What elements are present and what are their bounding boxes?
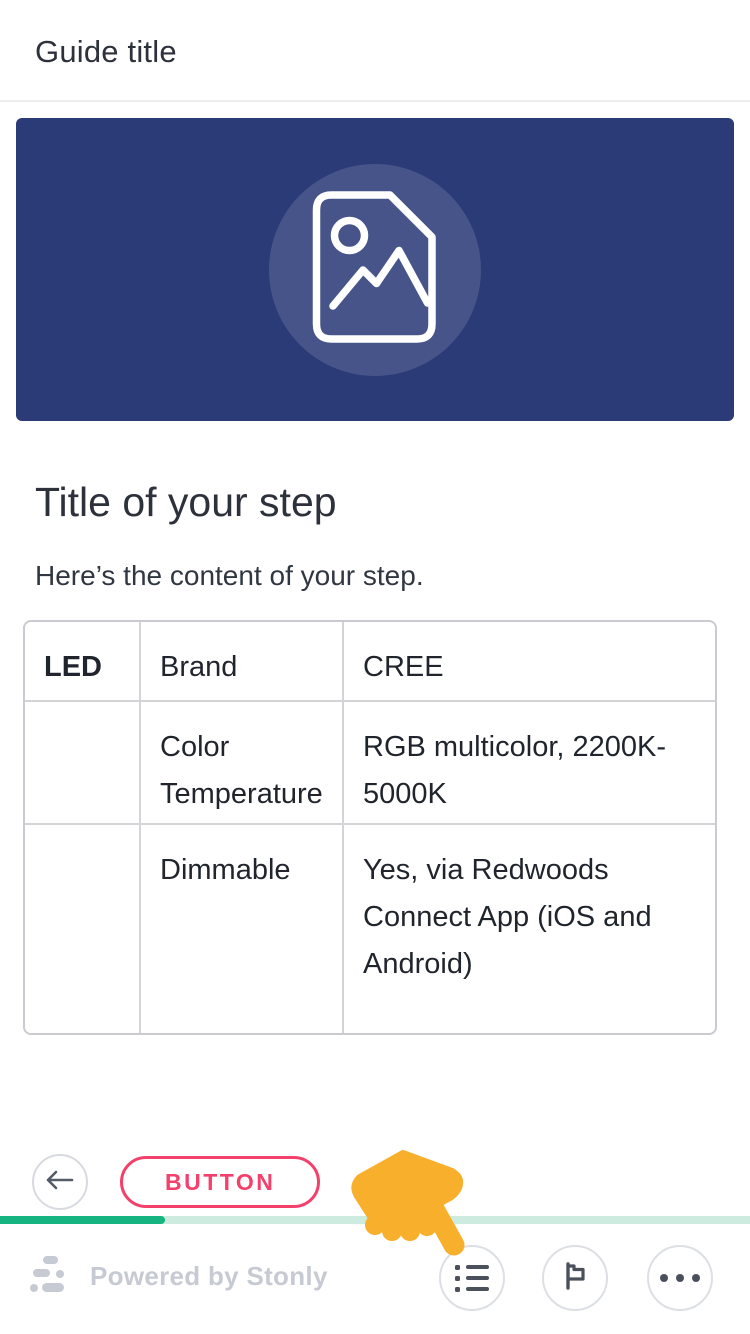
table-row	[25, 622, 715, 702]
table-cell	[25, 702, 141, 825]
table-row	[25, 825, 715, 1033]
image-placeholder-icon	[300, 186, 450, 353]
powered-by-link[interactable]	[30, 1256, 328, 1296]
powered-by-label: Powered by Stonly	[90, 1260, 328, 1291]
table-row	[25, 702, 715, 825]
report-flag-button[interactable]	[542, 1245, 608, 1311]
step-media-banner	[16, 118, 734, 421]
table-cell: Brand	[141, 622, 344, 702]
table-cell: CREE	[344, 622, 715, 702]
progress-fill	[0, 1216, 165, 1224]
back-button[interactable]	[32, 1154, 88, 1210]
table-cell: Yes, via Redwoods Connect App (iOS and Android)	[363, 854, 652, 980]
table-cell	[25, 825, 141, 1033]
step-body: Here’s the content of your step.	[35, 560, 424, 591]
step-table	[23, 620, 717, 1035]
stonly-logo-icon	[30, 1256, 66, 1296]
left-arrow-icon	[45, 1170, 75, 1195]
guide-header	[0, 0, 750, 100]
table-cell: Dimmable	[141, 825, 344, 1033]
pointer-hand-icon	[348, 1128, 508, 1283]
flag-icon	[561, 1261, 589, 1296]
table-cell: Color Temperature	[141, 702, 344, 825]
table-cell: RGB multicolor, 2200K-5000K	[344, 702, 715, 825]
image-placeholder-circle	[269, 164, 481, 376]
ellipsis-icon	[660, 1274, 700, 1282]
header-divider	[0, 100, 750, 102]
primary-step-button[interactable]: BUTTON	[120, 1156, 320, 1208]
table-cell: LED	[25, 622, 141, 702]
step-title: Title of your step	[35, 479, 337, 525]
guide-title: Guide title	[35, 34, 177, 69]
more-options-button[interactable]	[647, 1245, 713, 1311]
